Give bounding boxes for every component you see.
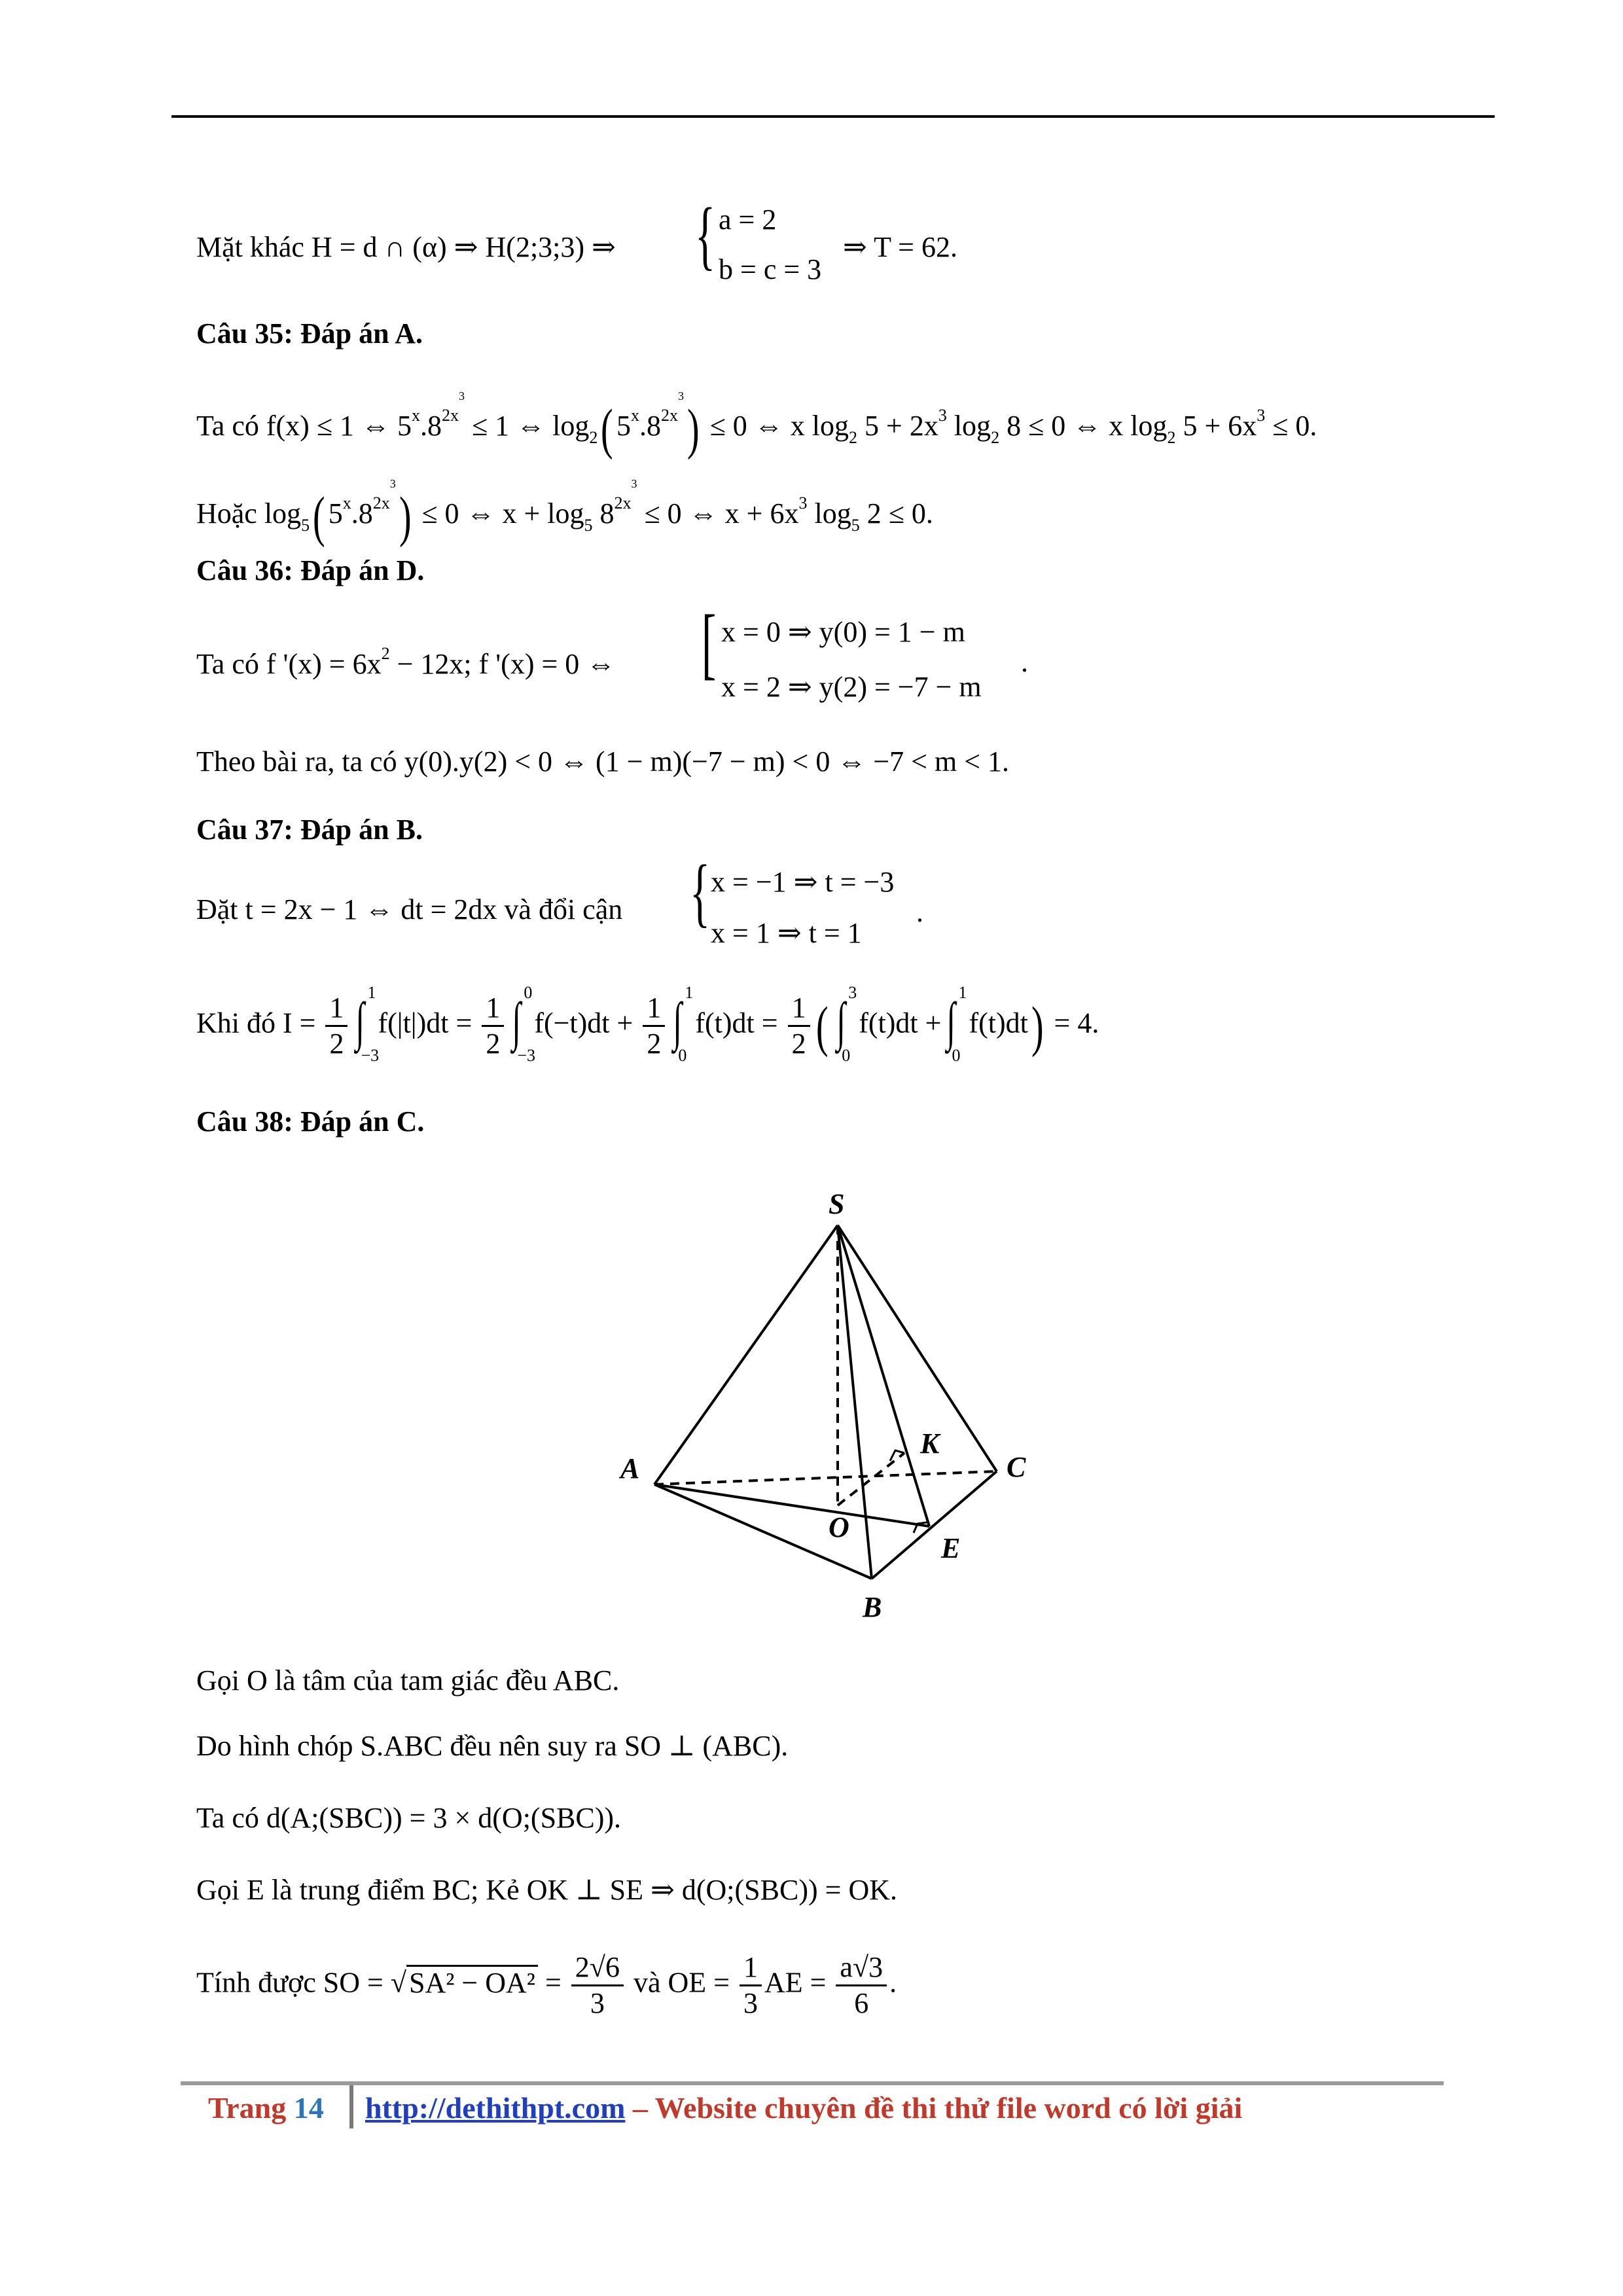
edge-AC bbox=[654, 1471, 997, 1484]
bounds-row-2: x = 1 ⇒ t = 1 bbox=[711, 917, 862, 949]
footer-rule bbox=[181, 2081, 1444, 2085]
footer-divider bbox=[349, 2085, 353, 2128]
case-bracket: [ bbox=[702, 599, 717, 687]
pyramid-figure bbox=[602, 1165, 1073, 1636]
bounds-row-1: x = −1 ⇒ t = −3 bbox=[711, 866, 895, 898]
system-row-2: b = c = 3 bbox=[719, 253, 822, 285]
label-E: E bbox=[941, 1532, 961, 1564]
line-36-conclusion: Theo bài ra, ta có y(0).y(2) < 0 ⇔ (1 − m)(−7 − m) < 0 ⇔ −7 < m < 1. bbox=[196, 745, 1010, 778]
case-row-1: x = 0 ⇒ y(0) = 1 − m bbox=[721, 616, 965, 648]
label-B: B bbox=[863, 1591, 882, 1623]
line-35-main: Ta có f(x) ≤ 1 ⇔ $5^x.8^{2x^3} \le 1$ ⇔ $\log_2$( $5^x.8^{2x^3}) \le 0$ ⇔ x $\log_2 5 + 2x^3$ $\log_2 8 \le 0$ ⇔ x $\log_2 5 + 6x^3 \le 0$. bbox=[196, 389, 1317, 460]
line-38-p2: Do hình chóp S.ABC đều nên suy ra SO ⊥ (ABC). bbox=[196, 1730, 789, 1762]
line-38-p3: Ta có d(A;(SBC)) = 3 × d(O;(SBC)). bbox=[196, 1802, 622, 1834]
line-38-p4: Gọi E là trung điểm BC; Kẻ OK ⊥ SE ⇒ d(O;(SBC)) = OK. bbox=[196, 1874, 897, 1906]
edge-AE bbox=[654, 1484, 929, 1526]
line-37-integral: Khi đó I = $\frac{1}{2}$ ∫ 1 −3 f(|t|)dt = $\frac{1}{2}$ ∫ 0 −3 f(−t)dt + $\frac{1}{2}$ ∫ 1 0 f(t)dt = $\frac{1}{2}$ ( ∫ 3 0 f(t)dt + ∫ 1 0 f(t)dt) = 4. bbox=[196, 982, 1099, 1065]
question-35-heading: Câu 35: Đáp án A. bbox=[196, 317, 423, 350]
edge-SC bbox=[838, 1225, 997, 1471]
line-mat-khac-tail: ⇒ T = 62. bbox=[843, 231, 957, 263]
edge-OK bbox=[838, 1453, 904, 1505]
edge-BC bbox=[872, 1471, 997, 1579]
line-38-p5: Tính được SO = √SA² − OA² = $\frac{2√6}{3}$ và OE = $\frac{1}{3}$ AE = $\frac{a√3}{6}$ . bbox=[196, 1951, 897, 2019]
case-end: . bbox=[1021, 646, 1028, 678]
system-row-1: a = 2 bbox=[719, 204, 777, 236]
question-38-heading: Câu 38: Đáp án C. bbox=[196, 1105, 425, 1138]
line-38-p1: Gọi O là tâm của tam giác đều ABC. bbox=[196, 1664, 620, 1696]
label-A: A bbox=[620, 1452, 640, 1484]
header-rule bbox=[171, 115, 1495, 118]
bounds-end: . bbox=[916, 896, 923, 928]
line-35-alt: Hoặc $\log_5$( $5^x.8^{2x^3}) \le 0$ ⇔ $x + \log_5 8^{2x^3} \le 0$ ⇔ $x + 6x^3$ $\log_5 2 \le 0$. bbox=[196, 477, 933, 548]
line-37-substitution: Đặt t = 2x − 1 ⇔ dt = 2dx và đổi cận bbox=[196, 893, 623, 925]
label-C: C bbox=[1007, 1451, 1026, 1483]
label-O: O bbox=[829, 1511, 849, 1543]
question-36-heading: Câu 36: Đáp án D. bbox=[196, 554, 425, 586]
line-36-main: Ta có f '$(x) = 6x^2 - 12x$; f '(x) = 0 ⇔ bbox=[196, 644, 616, 680]
label-S: S bbox=[829, 1188, 845, 1220]
edge-SA bbox=[654, 1225, 838, 1484]
label-K: K bbox=[920, 1427, 940, 1460]
question-37-heading: Câu 37: Đáp án B. bbox=[196, 814, 423, 846]
footer-link[interactable]: http://dethithpt.com bbox=[365, 2091, 626, 2125]
bounds-brace: { bbox=[690, 849, 711, 935]
case-row-2: x = 2 ⇒ y(2) = −7 − m bbox=[721, 671, 982, 703]
line-mat-khac: Mặt khác H = d ∩ (α) ⇒ H(2;3;3) ⇒ bbox=[196, 231, 616, 263]
footer-text: http://dethithpt.com – Website chuyên đề thi thử file word có lời giải bbox=[365, 2091, 1243, 2125]
footer-page-number: Trang 14 bbox=[208, 2091, 324, 2125]
system-brace: { bbox=[695, 192, 716, 278]
